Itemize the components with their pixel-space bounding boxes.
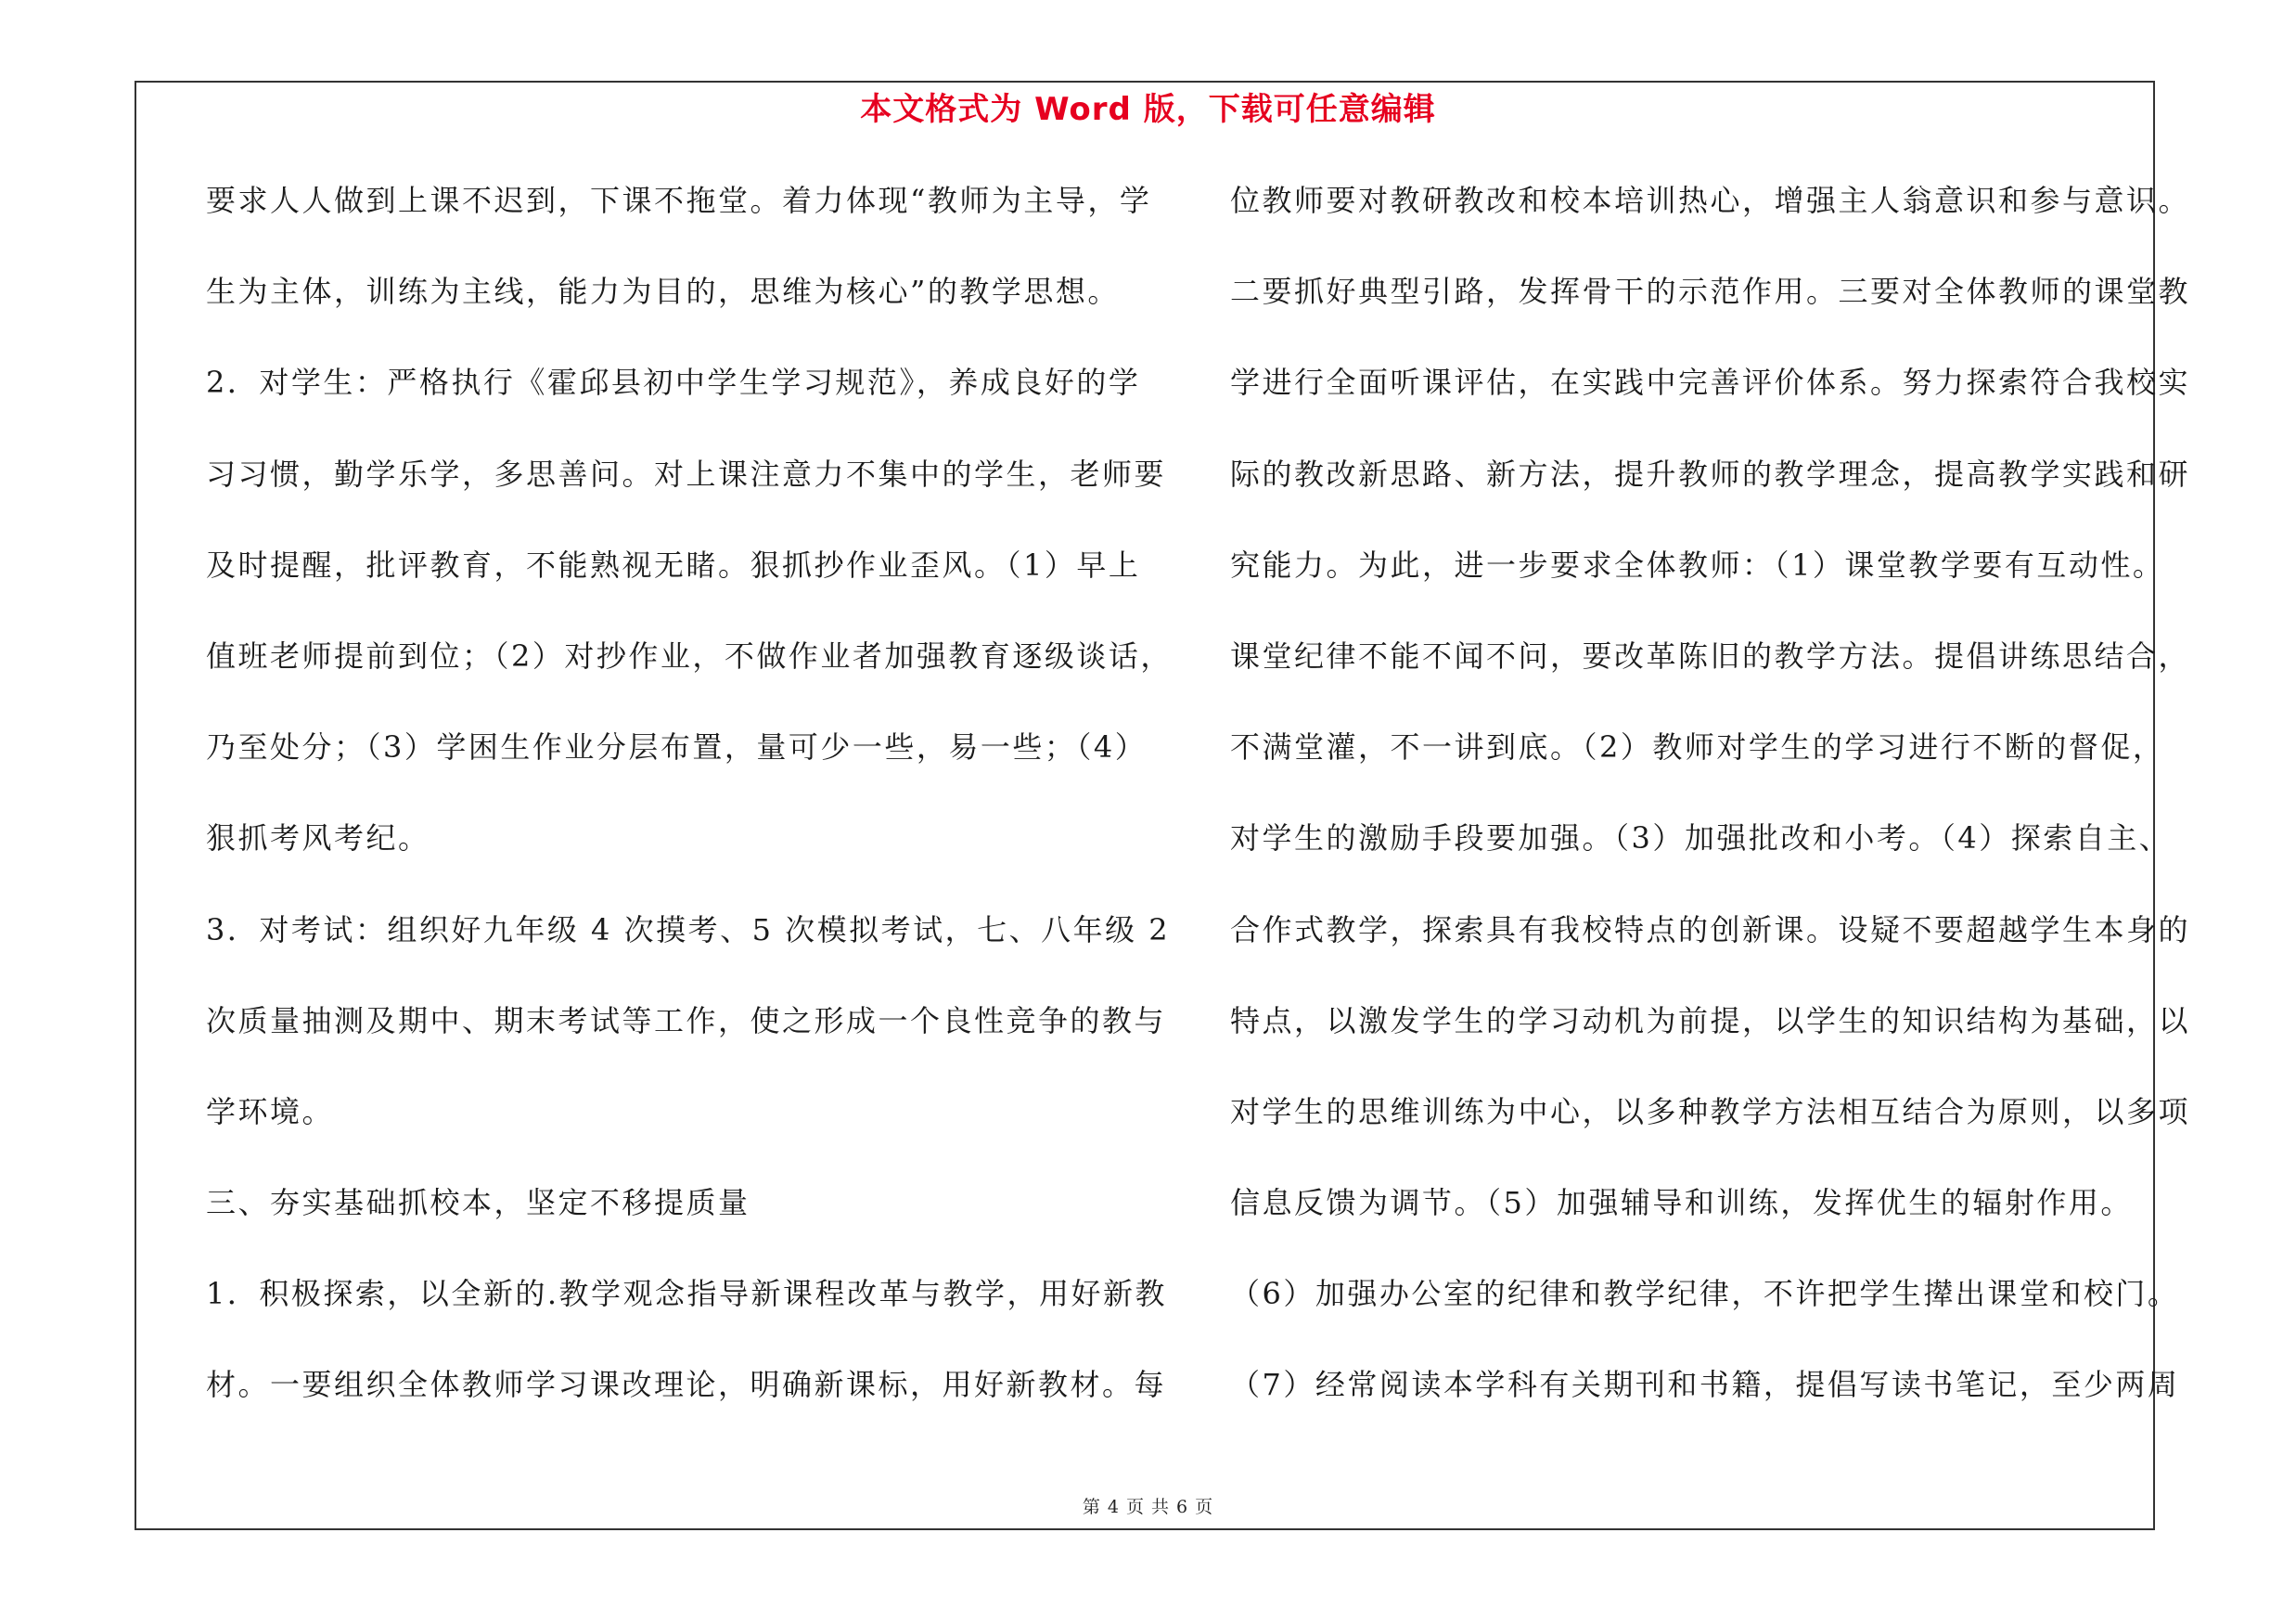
text-line: 次质量抽测及期中、期末考试等工作，使之形成一个良性竞争的教与: [206, 1002, 1167, 1038]
text-line: 狠抓考风考纪。: [206, 820, 430, 857]
text-line: 学环境。: [206, 1093, 335, 1129]
text-line: 1．积极探索，以全新的.教学观念指导新课程改革与教学，用好新教: [206, 1276, 1168, 1312]
left-column: [206, 182, 1173, 1458]
text-line: 究能力。为此，进一步要求全体教师：（1）课堂教学要有互动性。: [1230, 547, 2165, 583]
text-line: 材。一要组织全体教师学习课改理论，明确新课标，用好新教材。每: [206, 1367, 1167, 1403]
text-line: （7）经常阅读本学科有关期刊和书籍，提倡写读书笔记，至少两周: [1230, 1367, 2180, 1403]
text-line: 2．对学生：严格执行《霍邱县初中学生学习规范》，养成良好的学: [206, 365, 1141, 401]
text-line: 及时提醒，批评教育，不能熟视无睹。狠抓抄作业歪风。（1）早上: [206, 547, 1141, 583]
text-line: 不满堂灌，不一讲到底。（2）教师对学生的学习进行不断的督促，: [1230, 729, 2165, 766]
text-line: 习习惯，勤学乐学，多思善问。对上课注意力不集中的学生，老师要: [206, 456, 1167, 492]
text-line: 际的教改新思路、新方法，提升教师的教学理念，提高教学实践和研: [1230, 456, 2191, 492]
text-line: 位教师要对教研教改和校本培训热心，增强主人翁意识和参与意识。: [1230, 183, 2191, 218]
text-line: 课堂纪律不能不闻不问，要改革陈旧的教学方法。提倡讲练思结合，: [1230, 638, 2191, 674]
text-line: 乃至处分；（3）学困生作业分层布置，量可少一些，易一些；（4）: [206, 729, 1148, 766]
text-line: 二要抓好典型引路，发挥骨干的示范作用。三要对全体教师的课堂教: [1230, 274, 2191, 310]
text-line: 合作式教学，探索具有我校特点的创新课。设疑不要超越学生本身的: [1230, 911, 2191, 947]
text-line: 3．对考试：组织好九年级 4 次摸考、5 次模拟考试，七、八年级 2: [206, 911, 1171, 947]
text-line: 特点，以激发学生的学习动机为前提，以学生的知识结构为基础，以: [1230, 1002, 2191, 1038]
text-line: 学进行全面听课评估，在实践中完善评价体系。努力探索符合我校实: [1230, 365, 2191, 401]
text-line: 生为主体，训练为主线，能力为目的，思维为核心”的教学思想。: [206, 274, 1120, 310]
text-line: 对学生的思维训练为中心，以多种教学方法相互结合为原则，以多项: [1230, 1093, 2191, 1129]
text-line: 对学生的激励手段要加强。（3）加强批改和小考。（4）探索自主、: [1230, 820, 2172, 857]
section-heading: 三、夯实基础抓校本，坚定不移提质量: [206, 1185, 750, 1221]
right-column: [1230, 182, 2195, 1458]
text-line: （6）加强办公室的纪律和教学纪律，不许把学生撵出课堂和校门。: [1230, 1276, 2180, 1312]
text-line: 信息反馈为调节。（5）加强辅导和训练，发挥优生的辐射作用。: [1230, 1185, 2133, 1221]
text-line: 值班老师提前到位；（2）对抄作业，不做作业者加强教育逐级谈话，: [206, 638, 1173, 674]
format-banner: 本文格式为 Word 版，下载可任意编辑: [860, 91, 1436, 128]
text-line: 要求人人做到上课不迟到，下课不拖堂。着力体现“教师为主导，学: [206, 183, 1152, 218]
page-number: 第 4 页 共 6 页: [1082, 1497, 1214, 1517]
